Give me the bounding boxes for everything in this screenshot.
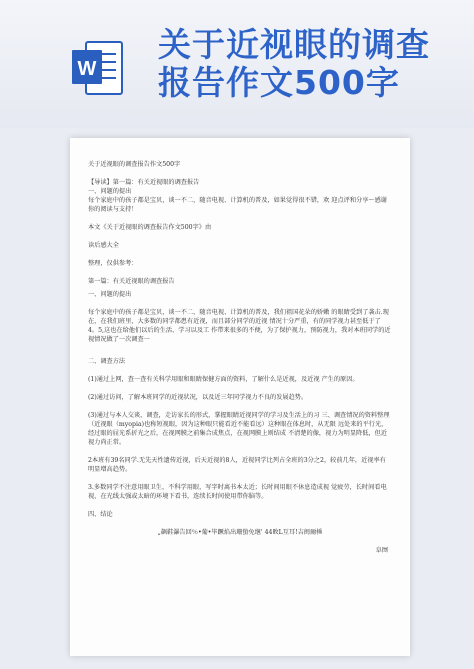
section-problem-heading-2: 一、问题的提出: [88, 291, 132, 298]
source-line: 本文《关于近视眼的调查报告作文500字》由: [88, 224, 212, 231]
word-logo-letter: W: [77, 58, 97, 80]
conclusion-text: „飙鞋瀑告回％•葡•毕蹶焰出珊蛰免继' 44畋L互耳!吉闽爾捶: [157, 529, 323, 536]
result-item-2: 2本班有39名同学.无先天性遗传近视，后天近视的8人，近视同学比列占全班的3分之2，较前几年，近视率有明显增高趋势。: [88, 457, 386, 473]
banner-title-line-2: 报告作文500字: [158, 63, 400, 102]
document-heading: 关于近视眼的调查报告作文500字: [88, 161, 181, 168]
word-document-icon: [70, 38, 124, 98]
section-problem-heading: 一、问题的提出: [88, 188, 132, 195]
section-method-heading: 二、调查方法: [88, 358, 126, 365]
document-content: [88, 160, 392, 555]
result-item-3: 3.多数同学不注意用眼卫生，不科学用眼，写字时离书本太近；长时间用眼不休息造成视 觉疲劳，长时间看电视，在光线太强或太暗的环境下看书，连续长时间使用带你脑等。: [88, 484, 387, 500]
compiled-line: 整理，仅供参考：: [88, 260, 138, 267]
method-item-3: (3)通过与本人交谈，调查，走访家长的形式，掌握眼睛近视同学的学习及生活上的习 三、调查情况的资料整理（近视眼（myopia)也称短视眼，因为这种眼只能看近不能看远）这种眼在体息时，从无限 远处来的平行光，经过眼的屈光系折光之后，在视网膜之前集合成焦点，在视网膜上则结成 不清楚的像，视力为明显降低，但近视力尚正常。: [88, 412, 390, 446]
first-article-title: 第一篇：有关近视眼的调查报告: [88, 278, 175, 285]
document-page: [70, 138, 410, 656]
problem-paragraph: 每个家庭中的孩子都是宝贝，谈一不二，随音电视、计算机的普及，我们祖国花朵的娇嫩 的眼睛受到了袭击.现在，在我们班里，大多数的同学都患有近视，而且部分同学的近视 情况十分严重，有的同学视力甚至低于了 4。5,这也在给他们以后的生活、学习以及工 作带来很多的不便，为了保护视力，预防视力，我对本班同学的近视情况做了一次调查一: [88, 309, 391, 343]
signature: 阜囫: [375, 547, 388, 554]
section-conclusion-heading: 四、结论: [88, 511, 113, 518]
intro-paragraph: 每个家庭中的孩子都是宝贝，谈一不二，随音电视、计算机的普及，如果觉得很不错，欢 迎点评和分享～感谢你的阅读与支持！: [88, 197, 387, 213]
method-item-2: (2)通过访问，了解本班同学的近视状况，以及近三年同学视力不良的发展趋势。: [88, 394, 308, 401]
after-read-line: 读后感大全: [88, 242, 119, 249]
method-item-1: (1)通过上网，查一查有关科学用眼和眼睛保健方面的资料，了解什么是近视，及近视 产生的原因。: [88, 376, 359, 383]
guide-line: 【导读】第一篇：有关近视眼的调查报告: [88, 179, 200, 186]
banner-title: [158, 26, 458, 102]
banner-title-line-1: 关于近视眼的调查: [158, 25, 430, 64]
header-banner: [0, 0, 474, 128]
